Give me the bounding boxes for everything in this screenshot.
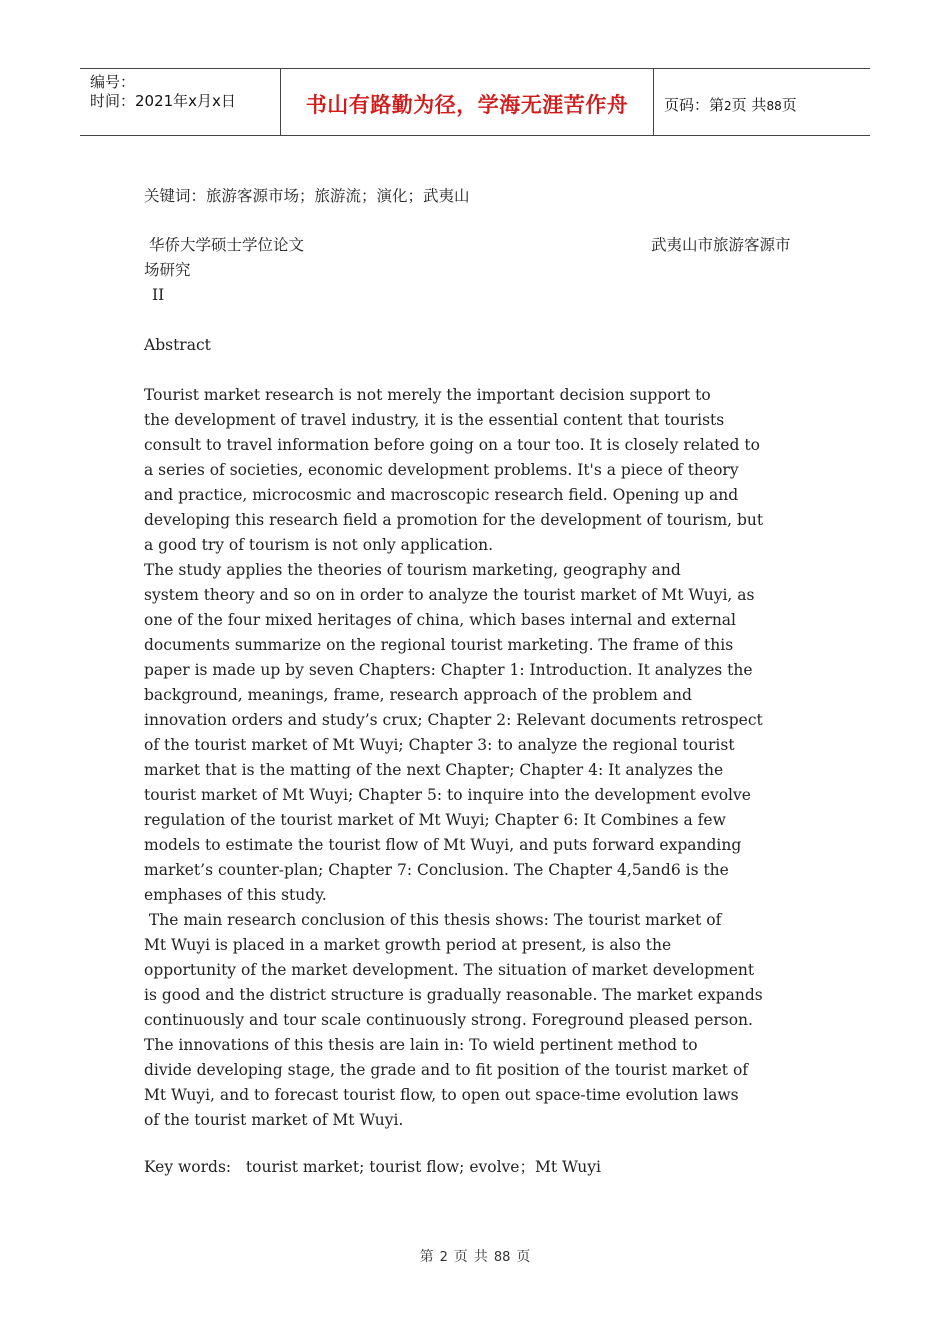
serial-label: 编号： — [90, 73, 136, 91]
footer-prefix: 第 — [419, 1249, 434, 1265]
abstract-line: innovation orders and study’s crux; Chapter 2: Relevant documents retrospect — [144, 711, 763, 729]
abstract-line: a series of societies, economic development problems. It's a piece of theory — [144, 461, 739, 479]
page-prefix: 页码：第 — [664, 96, 725, 114]
abstract-line: emphases of this study. — [144, 886, 327, 904]
abstract-line: regulation of the tourist market of Mt Wuyi; Chapter 6: It Combines a few — [144, 811, 726, 829]
abstract-line: The main research conclusion of this thesis shows: The tourist market of — [144, 911, 722, 929]
abstract-line: documents summarize on the regional tourist marketing. The frame of this — [144, 636, 734, 654]
running-head-continuation: 场研究 — [144, 261, 191, 279]
abstract-line: developing this research field a promotion for the development of tourism, but — [144, 511, 764, 529]
page-total: 88 — [766, 99, 782, 113]
abstract-title: Abstract — [144, 336, 211, 354]
page-suffix: 页 — [781, 96, 797, 114]
abstract-line: The innovations of this thesis are lain in: To wield pertinent method to — [144, 1036, 698, 1054]
footer-mid1: 页 — [453, 1249, 468, 1265]
abstract-line: the development of travel industry, it is the essential content that tourists — [144, 411, 725, 429]
footer-page-number: 2 — [439, 1250, 448, 1265]
abstract-line: continuously and tour scale continuously strong. Foreground pleased person. — [144, 1011, 753, 1029]
footer-page-total: 88 — [493, 1250, 511, 1265]
header-meta-cell — [80, 69, 281, 135]
abstract-line: background, meanings, frame, research approach of the problem and — [144, 686, 692, 704]
abstract-line: divide developing stage, the grade and to fit position of the tourist market of — [144, 1061, 749, 1079]
running-head-left: 华侨大学硕士学位论文 — [149, 236, 305, 254]
header-motto-cell — [281, 69, 654, 135]
keywords-english: Key words: tourist market; tourist flow; evolve；Mt Wuyi — [144, 1158, 602, 1176]
abstract-line: consult to travel information before going on a tour too. It is closely related to — [144, 436, 760, 454]
abstract-line: Mt Wuyi is placed in a market growth period at present, is also the — [144, 936, 672, 954]
abstract-line: opportunity of the market development. The situation of market development — [144, 961, 755, 979]
abstract-line: is good and the district structure is gradually reasonable. The market expands — [144, 986, 763, 1004]
abstract-line: a good try of tourism is not only application. — [144, 536, 494, 554]
page-number: 2 — [724, 99, 732, 113]
date-label: 时间：2021年x月x日 — [90, 92, 236, 110]
header-motto: 书山有路勤为径，学海无涯苦作舟 — [305, 93, 629, 117]
abstract-line: Tourist market research is not merely the important decision support to — [144, 386, 711, 404]
abstract-line: models to estimate the tourist flow of Mt Wuyi, and puts forward expanding — [144, 836, 742, 854]
abstract-line: one of the four mixed heritages of china, which bases internal and external — [144, 611, 736, 629]
footer-mid2: 共 — [473, 1249, 488, 1265]
page-header — [80, 68, 870, 136]
page-roman-numeral: II — [152, 286, 165, 304]
abstract-line: Mt Wuyi, and to forecast tourist flow, to open out space-time evolution laws — [144, 1086, 739, 1104]
abstract-body — [144, 383, 764, 1133]
header-page-cell — [654, 69, 870, 135]
abstract-line: The study applies the theories of tourism marketing, geography and — [144, 561, 681, 579]
abstract-line: of the tourist market of Mt Wuyi; Chapter 3: to analyze the regional tourist — [144, 736, 735, 754]
abstract-line: of the tourist market of Mt Wuyi. — [144, 1111, 404, 1129]
abstract-line: paper is made up by seven Chapters: Chapter 1: Introduction. It analyzes the — [144, 661, 753, 679]
page-mid: 页 共 — [731, 96, 767, 114]
abstract-line: system theory and so on in order to analyze the tourist market of Mt Wuyi, as — [144, 586, 755, 604]
header-page-info — [664, 94, 797, 115]
abstract-line: market that is the matting of the next Chapter; Chapter 4: It analyzes the — [144, 761, 724, 779]
running-head-right: 武夷山市旅游客源市 — [651, 236, 791, 254]
abstract-line: and practice, microcosmic and macroscopic research field. Opening up and — [144, 486, 739, 504]
abstract-line: tourist market of Mt Wuyi; Chapter 5: to inquire into the development evolve — [144, 786, 751, 804]
abstract-line: market’s counter-plan; Chapter 7: Conclusion. The Chapter 4,5and6 is the — [144, 861, 729, 879]
keywords-chinese: 关键词：旅游客源市场；旅游流；演化；武夷山 — [144, 187, 470, 205]
footer-suffix: 页 — [516, 1249, 531, 1265]
page-footer — [0, 1246, 950, 1266]
